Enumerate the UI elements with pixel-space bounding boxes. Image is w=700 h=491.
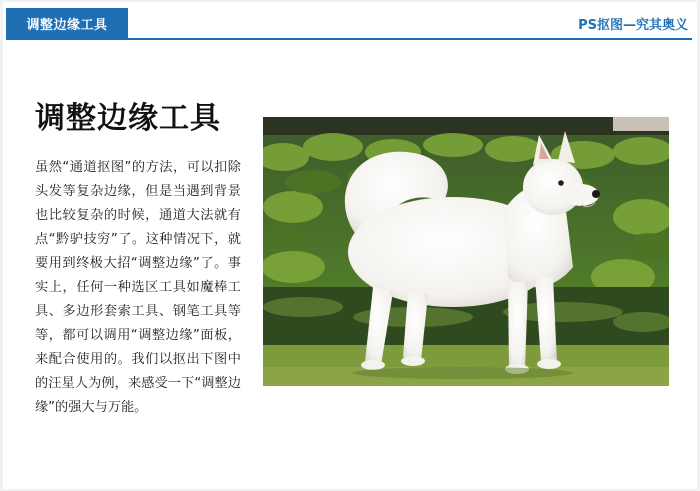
page-title: 调整边缘工具 xyxy=(35,101,221,136)
header-tab: 调整边缘工具 xyxy=(6,8,128,38)
body-paragraph: 虽然“通道抠图”的方法，可以扣除头发等复杂边缘，但是当遇到背景也比较复杂的时候，通道大法就有点“黔驴技穷”了。这种情况下，就要用到终极大招“调整边缘”了。事实上，任何一种选区工具如魔棒工具、多边形套索工具、钢笔工具等等，都可以调用“调整边缘”面板，来配合使用的。我们以抠出下图中的汪星人为例，来感受一下“调整边缘”的强大与万能。 xyxy=(35,160,241,415)
dog-photo xyxy=(263,117,669,386)
header-bar xyxy=(6,8,692,40)
series-title: PS抠图—究其奥义 xyxy=(578,17,688,33)
